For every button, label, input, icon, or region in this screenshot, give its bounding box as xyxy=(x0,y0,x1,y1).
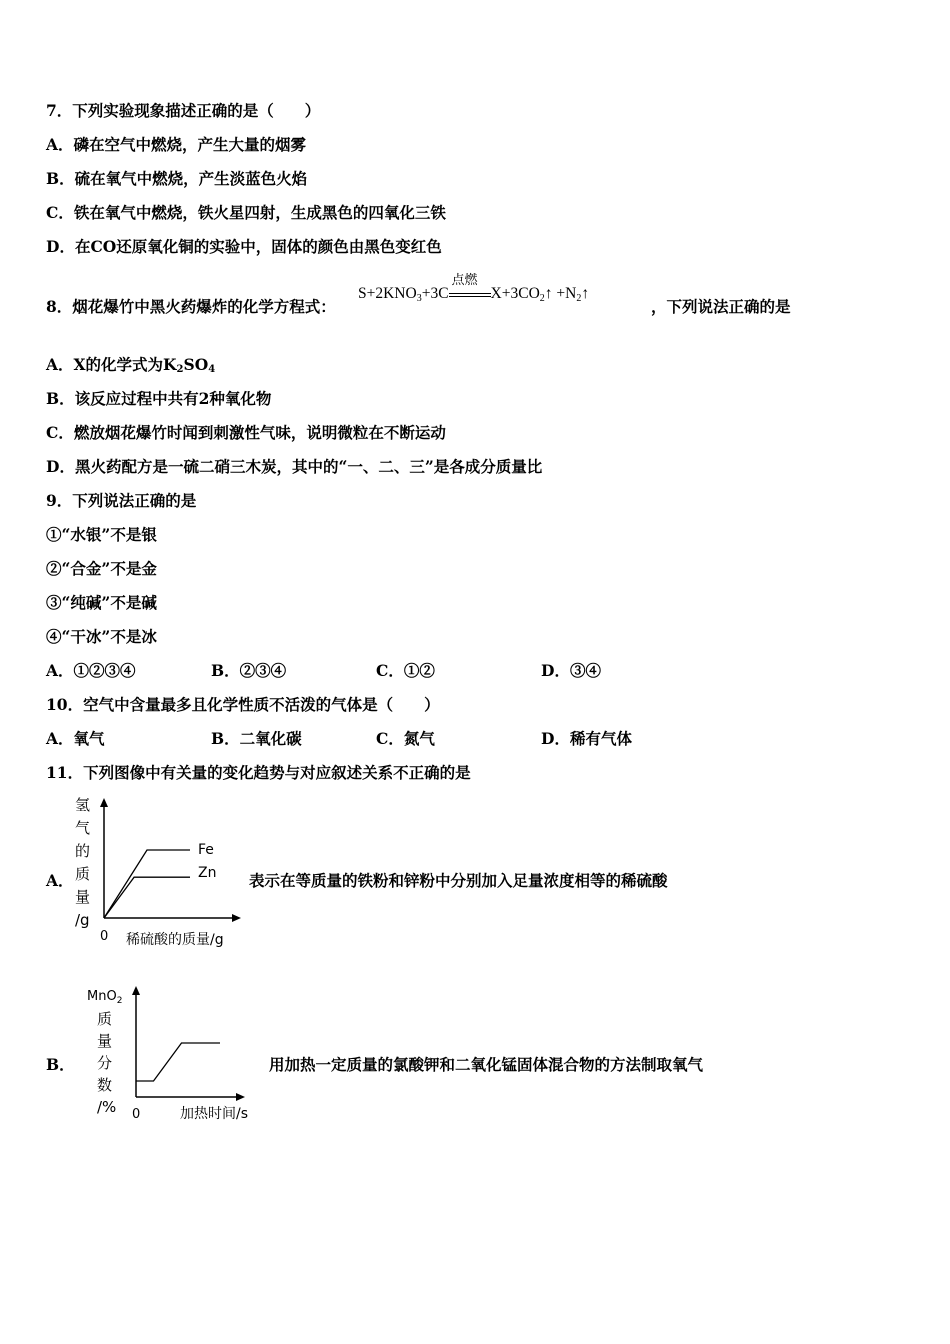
q9-option-a[interactable]: A．①②③④ xyxy=(46,661,136,680)
q7-stem: 7．下列实验现象描述正确的是（ ） xyxy=(46,101,321,120)
ylabel-char: /g xyxy=(75,911,90,929)
q11-option-a-label[interactable]: A． xyxy=(46,871,74,890)
q7-option-a[interactable]: A．磷在空气中燃烧，产生大量的烟雾 xyxy=(46,135,307,154)
q9-stem: 9．下列说法正确的是 xyxy=(46,491,197,510)
chart-b-xlabel: 加热时间/s xyxy=(180,1106,249,1122)
ylabel-char: 分 xyxy=(97,1054,113,1072)
q9-option-c[interactable]: C．①② xyxy=(376,661,435,680)
reaction-condition: 点燃 xyxy=(451,272,478,288)
chart-a-x-arrow xyxy=(232,914,241,922)
chart-a-legend-zn: Zn xyxy=(198,865,217,881)
q8-stem-prefix: 8．烟花爆竹中黑火药爆炸的化学方程式： xyxy=(46,297,336,316)
q10-option-b[interactable]: B．二氧化碳 xyxy=(211,729,302,748)
q8-option-d[interactable]: D．黑火药配方是一硫二硝三木炭，其中的“一、二、三”是各成分质量比 xyxy=(46,457,543,476)
chart-b-x-arrow xyxy=(236,1093,245,1101)
q8-option-a[interactable]: A．X的化学式为K2SO4 xyxy=(46,355,216,375)
q11-chart-b xyxy=(85,980,275,1126)
q8-chemical-equation: $S+2KNO_3+3C$ 点燃 $X+3CO_2↑$ $+N_2↑$ xyxy=(358,272,590,304)
q9-option-d[interactable]: D．③④ xyxy=(541,661,601,680)
chart-b-series-mno2 xyxy=(136,1043,220,1081)
ylabel-char: 氢 xyxy=(75,796,91,814)
chart-b-ylabel-top: MnO$_2$ xyxy=(87,989,123,1006)
ylabel-char: 量 xyxy=(97,1032,113,1050)
chart-a-xlabel: 稀硫酸的质量/g xyxy=(126,932,224,948)
ylabel-char: 数 xyxy=(97,1076,113,1094)
ylabel-char: 质 xyxy=(97,1010,113,1028)
chart-a-y-arrow xyxy=(100,798,108,807)
q10-stem: 10．空气中含量最多且化学性质不活泼的气体是（ ） xyxy=(46,695,440,714)
chart-a-legend-fe: Fe xyxy=(198,842,214,858)
chart-b-origin: 0 xyxy=(132,1107,141,1122)
q10-option-d[interactable]: D．稀有气体 xyxy=(541,729,632,748)
q10-option-a[interactable]: A．氧气 xyxy=(46,729,105,748)
ylabel-char: 量 xyxy=(75,888,91,906)
q9-statement-4: ④“干冰”不是冰 xyxy=(46,627,157,646)
ylabel-char: 气 xyxy=(75,819,91,837)
chart-b-y-arrow xyxy=(132,986,140,995)
chart-a-series-fe xyxy=(104,850,190,918)
q11-option-a-text: 表示在等质量的铁粉和锌粉中分别加入足量浓度相等的稀硫酸 xyxy=(249,871,668,890)
q9-statement-3: ③“纯碱”不是碱 xyxy=(46,593,157,612)
q8-option-b[interactable]: B．该反应过程中共有2种氧化物 xyxy=(46,389,272,408)
q8-stem-suffix: ，下列说法正确的是 xyxy=(651,297,791,316)
chart-b-ylabel xyxy=(97,1010,116,1116)
q10-option-c[interactable]: C．氮气 xyxy=(376,729,435,748)
q7-option-d[interactable]: D．在CO还原氧化铜的实验中，固体的颜色由黑色变红色 xyxy=(46,237,442,256)
q11-option-b-label[interactable]: B． xyxy=(46,1055,75,1074)
q9-option-b[interactable]: B．②③④ xyxy=(211,661,287,680)
ylabel-char: /% xyxy=(97,1098,117,1116)
q9-statement-1: ①“水银”不是银 xyxy=(46,525,157,544)
q11-option-b-text: 用加热一定质量的氯酸钾和二氧化锰固体混合物的方法制取氧气 xyxy=(269,1055,704,1074)
chart-a-origin: 0 xyxy=(100,929,109,944)
q7-option-c[interactable]: C．铁在氧气中燃烧，铁火星四射，生成黑色的四氧化三铁 xyxy=(46,203,446,222)
chart-a-ylabel xyxy=(75,796,90,929)
q11-stem: 11．下列图像中有关量的变化趋势与对应叙述关系不正确的是 xyxy=(46,763,471,782)
q9-statement-2: ②“合金”不是金 xyxy=(46,559,157,578)
reaction-arrow-double-line xyxy=(449,272,491,304)
q11-chart-a xyxy=(70,792,250,950)
q7-option-b[interactable]: B．硫在氧气中燃烧，产生淡蓝色火焰 xyxy=(46,169,308,188)
ylabel-char: 的 xyxy=(75,842,91,860)
ylabel-char: 质 xyxy=(75,865,91,883)
q8-option-c[interactable]: C．燃放烟花爆竹时闻到刺激性气味，说明微粒在不断运动 xyxy=(46,423,446,442)
